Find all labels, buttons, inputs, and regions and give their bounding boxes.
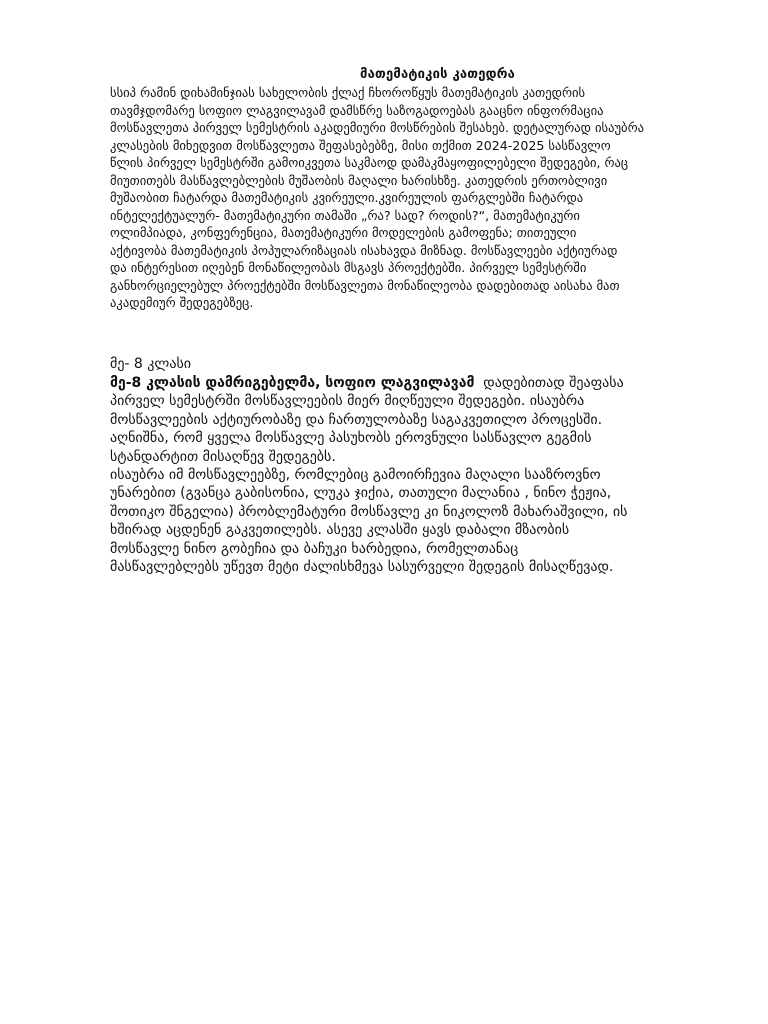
class-report-line: პირველ სემესტრში მოსწავლეების მიერ მიღწეული შედეგები. ისაუბრა — [110, 393, 585, 410]
class-report-line: უნარებით (გვანცა გაბისონია, ლუკა ჯიქია, თათული მალანია , ნინო ჭეჟია, — [110, 485, 612, 502]
class-report-first-line-rest: დადებითად შეაფასა — [474, 375, 624, 391]
report-line: აქტივობა მათემატიკის პოპულარიზაციას ისახავდა მიზნად. მოსწავლეები აქტიურად — [110, 242, 618, 258]
document-heading: მათემატიკის კათედრა — [360, 67, 515, 82]
class-report-line: შოთიკო შნგელია) პრობლემატური მოსწავლე კი ნიკოლოზ მახარაშვილი, ის — [110, 503, 628, 520]
department-report-paragraph — [110, 84, 670, 312]
report-line: კლასების მიხედვით მოსწავლეთა შეფასებებზე, მისი თქმით 2024-2025 სასწავლო — [110, 137, 611, 153]
report-line: სსიპ რამინ დიხამინჯიას სახელობის ქლაქ ჩხოროწყუს მათემატიკის კათედრის — [110, 85, 586, 100]
report-line: წლის პირველ სემესტრში გამოიკვეთა საკმაოდ დამაკმაყოფილებელი შედეგები, რაც — [110, 155, 629, 170]
report-line: მუშაობით ჩატარდა მათემატიკის კვირეული.კვირეულის ფარგლებში ჩატარდა — [110, 190, 584, 205]
class-report-line: მასწავლებლებს უწევთ მეტი ძალისხმევა სასურველი შედეგის მისაღწევად. — [110, 559, 614, 576]
class-label: მე- 8 კლასი — [110, 356, 191, 372]
report-line: და ინტერესით იღებენ მონაწილეობას მსგავს პროექტებში. პირველ სემესტრში — [110, 260, 587, 275]
class-report-line: მოსწავლეების აქტიურობაზე და ჩართულობაზე საგაკვეთილო პროცესში. — [110, 411, 603, 428]
class-report-first-line — [110, 374, 710, 392]
report-line: თავმჯდომარე სოფიო ლაგვილავამ დამსწრე საზოგადოებას გააცნო ინფორმაცია — [110, 102, 604, 118]
class-report-line: აღნიშნა, რომ ყველა მოსწავლე პასუხობს ეროვნული სასწავლო გეგმის — [110, 430, 592, 447]
report-line: მიუთითებს მასწავლებლების მუშაობის მაღალი ხარისხზე. კათედრის ერთობლივი — [110, 172, 608, 188]
report-line: ოლიმპიადა, კონფერენცია, მათემატიკური მოდელების გამოფენა; თითეული — [110, 225, 577, 240]
report-line: განხორციელებულ პროექტებში მოსწავლეთა მონაწილეობა დადებითად აისახა მათ — [110, 277, 620, 293]
class-report-line: ისაუბრა იმ მოსწავლეებზე, რომლებიც გამოირჩევია მაღალი სააზროვნო — [110, 467, 601, 484]
report-line: მოსწავლეთა პირველ სემესტრის აკადემიური მოსწრების შესახებ. დეტალურად ისაუბრა — [110, 120, 644, 135]
report-line: აკადემიურ შედეგებზეც. — [110, 295, 254, 310]
class-report-line: სტანდარტით მისაღწევ შედეგებს. — [110, 448, 336, 465]
report-line: ინტელექტუალურ- მათემატიკური თამაში „რა? სად? როდის?“, მათემატიკური — [110, 207, 580, 223]
class-report-line: ხშირად აცდენენ გაკვეთილებს. ასევე კლასში ყავს დაბალი მზაობის — [110, 522, 570, 539]
class-report-paragraph — [110, 374, 710, 576]
class-teacher-lead: მე-8 კლასის დამრიგებელმა, სოფიო ლაგვილავამ — [110, 375, 475, 391]
class-report-line: მოსწავლე ნინო გობეჩია და ბაჩუკი ხარბედია, რომელთანაც — [110, 540, 519, 557]
